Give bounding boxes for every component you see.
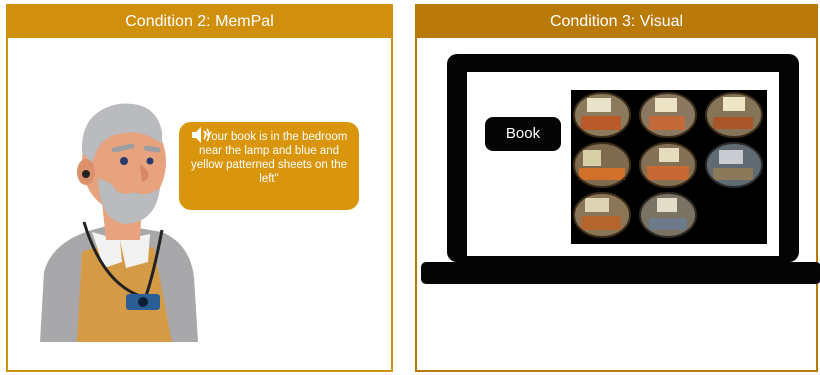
laptop-screen — [447, 54, 799, 262]
speech-bubble-text: Your book is in the bedroom near the lamp and blue and yellow patterned sheets on the left" — [191, 131, 348, 185]
fisheye-photo-thumbnail — [705, 92, 763, 138]
speech-bubble — [179, 122, 359, 210]
fisheye-photo-thumbnail — [639, 192, 697, 238]
panel-title-mempal: Condition 2: MemPal — [8, 6, 391, 38]
fisheye-photo-thumbnail — [705, 142, 763, 188]
laptop-display — [467, 72, 779, 256]
fisheye-photo-thumbnail — [573, 92, 631, 138]
panel-condition-3 — [415, 4, 818, 372]
fisheye-photo-thumbnail — [639, 142, 697, 188]
image-thumbnail-grid — [571, 90, 767, 244]
fisheye-photo-thumbnail — [573, 192, 631, 238]
panel-title-visual: Condition 3: Visual — [417, 6, 816, 38]
panel-condition-2 — [6, 4, 393, 372]
fisheye-photo-thumbnail — [573, 142, 631, 188]
laptop-base — [421, 262, 820, 284]
speaker-icon — [191, 126, 213, 144]
fisheye-photo-thumbnail — [639, 92, 697, 138]
book-query-label: Book — [485, 117, 561, 151]
